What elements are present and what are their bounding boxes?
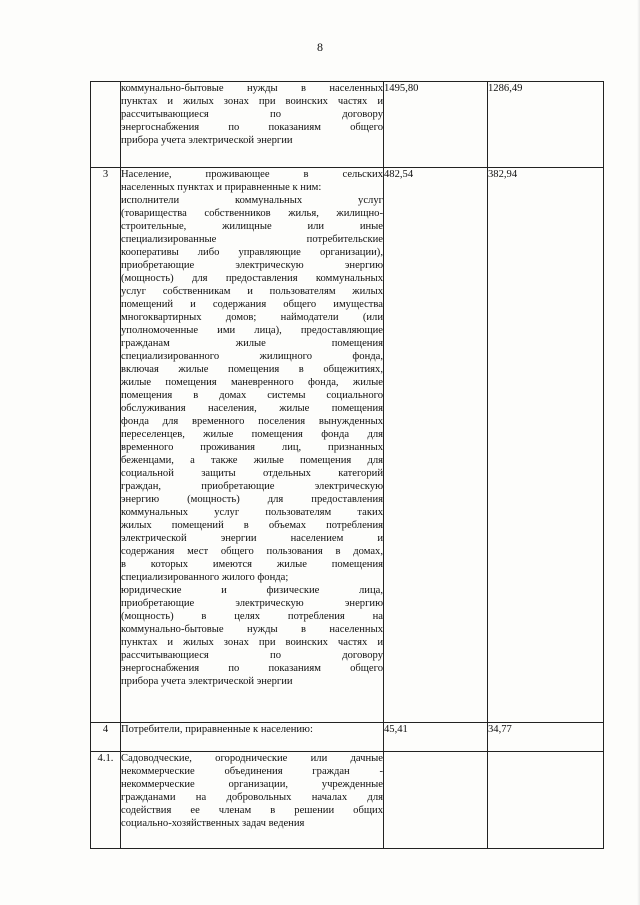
description-line: исполнители коммунальных услуг [121, 195, 383, 206]
tariff-value-2-cell: 382,94 [488, 168, 604, 723]
description-line: многоквартирных домов; наймодатели (или [121, 312, 383, 323]
description-line: Население, проживающее в сельских [121, 169, 383, 180]
table-row [91, 82, 604, 168]
description-line: коммунально-бытовые нужды в населенных [121, 624, 383, 635]
description-line: социально-хозяйственных задач ведения [121, 818, 305, 829]
description-line: специализированного жилого фонда; [121, 572, 289, 583]
description-line: кооперативы либо управляющие организации), [121, 247, 383, 258]
description-line: (мощность) для предоставления коммунальных [121, 273, 383, 284]
description-line: в которых имеются жилые помещения [121, 559, 383, 570]
description-line: специализированные потребительские [121, 234, 383, 245]
description-line: гражданами на добровольных началах для [121, 792, 383, 803]
description-line: Садоводческие, огороднические или дачные [121, 753, 383, 764]
description-line: Потребители, приравненные к населению: [121, 724, 313, 735]
description-line: включая жилые помещения в общежитиях, [121, 364, 383, 375]
description-line: энергию (мощность) для предоставления [121, 494, 383, 505]
tariff-value-2-cell: 1286,49 [488, 82, 604, 168]
tariff-value-2-cell: 34,77 [488, 723, 604, 752]
tariff-value-1-cell: 482,54 [384, 168, 488, 723]
description-line: пунктах и жилых зонах при воинских частях и [121, 637, 383, 648]
row-number-cell: 4 [91, 723, 121, 752]
row-number-cell [91, 82, 121, 168]
description-line: помещений и содержания общего имущества [121, 299, 383, 310]
description-line: прибора учета электрической энергии [121, 135, 293, 146]
table-row [91, 168, 604, 723]
description-line: переселенцев, жилые помещения фонда для [121, 429, 383, 440]
tariff-value-1-cell: 45,41 [384, 723, 488, 752]
tariff-value-2-cell [488, 752, 604, 849]
tariff-value-1-cell: 1495,80 [384, 82, 488, 168]
description-line: содержания мест общего пользования в домах, [121, 546, 383, 557]
description-line: энергоснабжения по показаниям общего [121, 122, 383, 133]
description-line: фонда для временного поселения вынужденных [121, 416, 383, 427]
table-row [91, 723, 604, 752]
description-cell [121, 723, 384, 752]
description-cell [121, 752, 384, 849]
description-line: услуг собственникам и пользователям жилых [121, 286, 383, 297]
description-line: рассчитывающиеся по договору [121, 650, 383, 661]
description-line: социальной защиты отдельных категорий [121, 468, 383, 479]
description-line: коммунально-бытовые нужды в населенных [121, 83, 383, 94]
description-line: юридические и физические лица, [121, 585, 383, 596]
description-line: беженцами, а также жилые помещения для [121, 455, 383, 466]
description-line: специализированного жилищного фонда, [121, 351, 383, 362]
description-line: приобретающие электрическую энергию [121, 260, 383, 271]
tariff-table [90, 81, 604, 849]
description-line: строительные, жилищные или иные [121, 221, 383, 232]
description-line: содействия ее членам в решении общих [121, 805, 383, 816]
description-line: гражданам жилые помещения [121, 338, 383, 349]
description-cell [121, 168, 384, 723]
description-line: приобретающие электрическую энергию [121, 598, 383, 609]
description-line: жилых помещений в объемах потребления [121, 520, 383, 531]
description-cell [121, 82, 384, 168]
description-line: электрической энергии населением и [121, 533, 383, 544]
table-row [91, 752, 604, 849]
description-line: (мощность) в целях потребления на [121, 611, 383, 622]
description-line: некоммерческие объединения граждан - [121, 766, 383, 777]
description-line: коммунальных услуг пользователям таких [121, 507, 383, 518]
description-line: энергоснабжения по показаниям общего [121, 663, 383, 674]
description-line: (товарищества собственников жилья, жилищно- [121, 208, 383, 219]
tariff-value-1-cell [384, 752, 488, 849]
description-line: рассчитывающиеся по договору [121, 109, 383, 120]
description-line: прибора учета электрической энергии [121, 676, 293, 687]
description-line: жилые помещения маневренного фонда, жилые [121, 377, 383, 388]
page-number: 8 [317, 40, 323, 54]
description-line: помещения в домах системы социального [121, 390, 383, 401]
description-line: пунктах и жилых зонах при воинских частях и [121, 96, 383, 107]
description-line: временного проживания лиц, признанных [121, 442, 383, 453]
description-line: некоммерческие организации, учрежденные [121, 779, 383, 790]
description-line: населенных пунктах и приравненные к ним: [121, 182, 322, 193]
description-line: граждан, приобретающие электрическую [121, 481, 383, 492]
row-number-cell: 3 [91, 168, 121, 723]
description-line: обслуживания населения, жилые помещения [121, 403, 383, 414]
description-line: уполномоченные ими лица), предоставляющие [121, 325, 383, 336]
row-number-cell: 4.1. [91, 752, 121, 849]
